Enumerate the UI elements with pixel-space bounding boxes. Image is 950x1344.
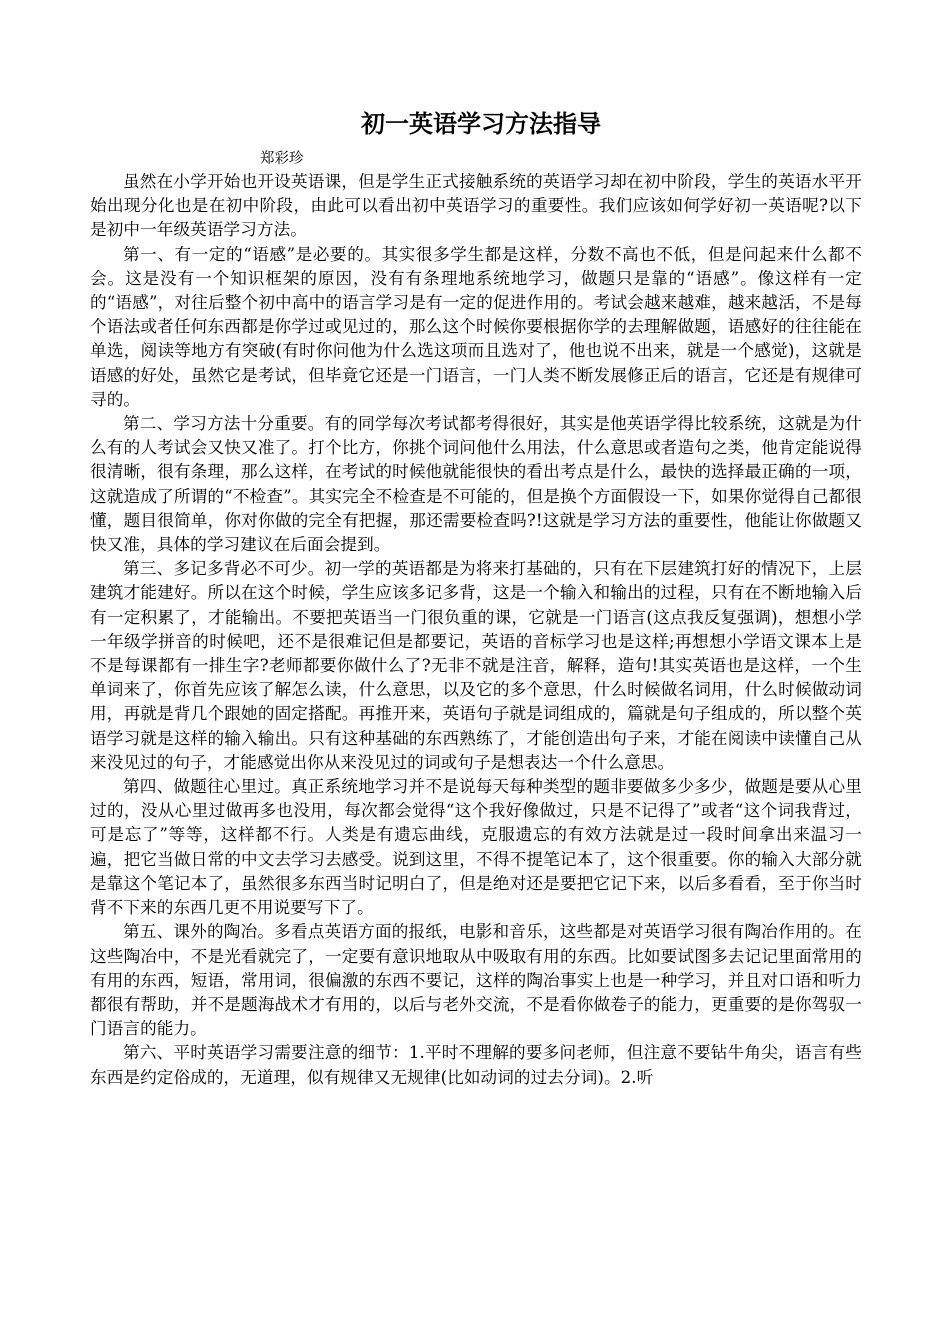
paragraph-point-2: 第二、学习方法十分重要。有的同学每次考试都考得很好，其实是他英语学得比较系统，这就是为什么有的人考试会又快又准了。打个比方，你挑个词问他什么用法，什么意思或者造句之类，他肯定能说得很清晰，很有条理，那么这样，在考试的时候他就能很快的看出考点是什么，最快的选择最正确的一项，这就造成了所谓的“不检查”。其实完全不检查是不可能的，但是换个方面假设一下，如果你觉得自己都很懂，题目很简单，你对你做的完全有把握，那还需要检查吗?!这就是学习方法的重要性，他能让你做题又快又准，具体的学习建议在后面会提到。 [90, 414, 862, 555]
paragraph-point-5: 第五、课外的陶冶。多看点英语方面的报纸，电影和音乐，这些都是对英语学习很有陶冶作用的。在这些陶冶中，不是光看就完了，一定要有意识地取从中吸取有用的东西。比如要试图多去记记里面常用的有用的东西，短语，常用词，很偏激的东西不要记，这样的陶冶事实上也是一种学习，并且对口语和听力都很有帮助，并不是题海战术才有用的，以后与老外交流，不是看你做卷子的能力，更重要的是你驾驭一门语言的能力。 [90, 922, 862, 1039]
document-title: 初一英语学习方法指导 [361, 109, 601, 138]
paragraph-point-6: 第六、平时英语学习需要注意的细节：1.平时不理解的要多问老师，但注意不要钻牛角尖，语言有些东西是约定俗成的，无道理，似有规律又无规律(比如动词的过去分词)。2.听 [90, 1043, 862, 1087]
paragraph-point-1: 第一、有一定的“语感”是必要的。其实很多学生都是这样，分数不高也不低，但是问起来什么都不会。这是没有一个知识框架的原因，没有有条理地系统地学习，做题只是靠的“语感”。像这样有一定的“语感”，对往后整个初中高中的语言学习是有一定的促进作用的。考试会越来越难，越来越活，不是每个语法或者任何东西都是你学过或见过的，那么这个时候你要根据你学的去理解做题，语感好的往往能在单选，阅读等地方有突破(有时你问他为什么选这项而且选对了，他也说不出来，就是一个感觉)，这就是语感的好处，虽然它是考试，但毕竟它还是一门语言，一门人类不断发展修正后的语言，它还是有规律可寻的。 [90, 244, 862, 409]
paragraph-point-3: 第三、多记多背必不可少。初一学的英语都是为将来打基础的，只有在下层建筑打好的情况下，上层建筑才能建好。所以在这个时候，学生应该多记多背，这是一个输入和输出的过程，只有在不断地输入后有一定积累了，才能输出。不要把英语当一门很负重的课，它就是一门语言(这点我反复强调)，想想小学一年级学拼音的时候吧，还不是很难记但是都要记，英语的音标学习也是这样;再想想小学语文课本上是不是每课都有一排生字?老师都要你做什么了?无非不就是注音，解释，造句!其实英语也是这样，一个生单词来了，你首先应该了解怎么读，什么意思，以及它的多个意思，什么时候做名词用，什么时候做动词用，再就是背几个跟她的固定搭配。再推开来，英语句子就是词组成的，篇就是句子组成的，所以整个英语学习就是这样的输入输出。只有这种基础的东西熟练了，才能创造出句子来，才能在阅读中读懂自己从来没见过的句子，才能感觉出你从来没见过的词或句子是想表达一个什么意思。 [90, 559, 862, 772]
paragraph-intro: 虽然在小学开始也开设英语课，但是学生正式接触系统的英语学习却在初中阶段，学生的英语水平开始出现分化也是在初中阶段，由此可以看出初中英语学习的重要性。我们应该如何学好初一英语呢?以下是初中一年级英语学习方法。 [90, 172, 862, 240]
paragraph-point-4: 第四、做题往心里过。真正系统地学习并不是说每天每种类型的题非要做多少多少，做题是要从心里过的，没从心里过做再多也没用，每次都会觉得“这个我好像做过，只是不记得了”或者“这个词我背过，可是忘了”等等，这样都不行。人类是有遗忘曲线，克服遗忘的有效方法就是过一段时间拿出来温习一遍，把它当做日常的中文去学习去感受。说到这里，不得不提笔记本了，这个很重要。你的输入大部分就是靠这个笔记本了，虽然很多东西当时记明白了，但是绝对还是要把它记下来，以后多看看，至于你当时背不下来的东西几更不用说要写下了。 [90, 777, 862, 918]
document-page [90, 104, 862, 1090]
document-author: 郑彩珍 [260, 151, 304, 167]
